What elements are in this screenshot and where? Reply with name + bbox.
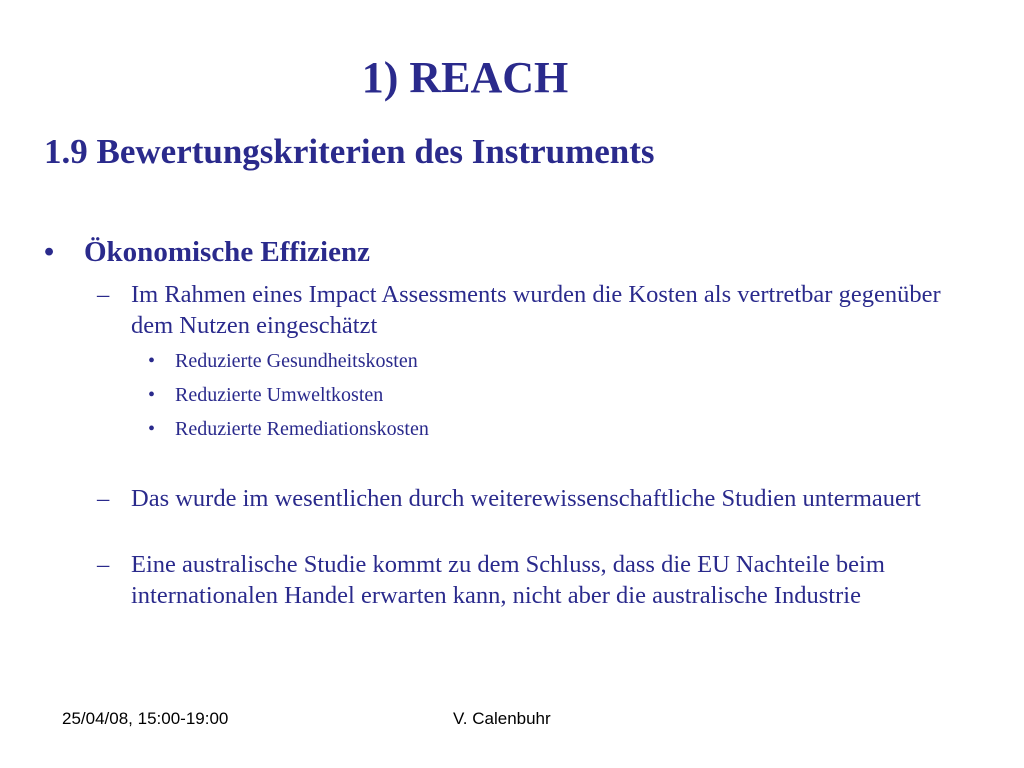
sub-sub-bullet-text: Reduzierte Umweltkosten bbox=[175, 384, 384, 406]
footer-date: 25/04/08, 15:00-19:00 bbox=[62, 709, 229, 728]
dash-marker: – bbox=[97, 551, 110, 578]
main-bullet bbox=[44, 232, 370, 272]
section-title: 1.9 Bewertungskriterien des Instruments bbox=[44, 132, 655, 171]
bullet-marker: • bbox=[148, 350, 156, 372]
sub-bullet-text: Das wurde im wesentlichen durch weiterewissenschaftliche Studien untermauert bbox=[131, 485, 921, 512]
sub-bullet-studien bbox=[97, 483, 977, 514]
sub-bullet-text: Eine australische Studie kommt zu dem Schluss, dass die EU Nachteile beim internationalen Handel erwarten kann, nicht aber die australische Industrie bbox=[131, 551, 885, 609]
sub-sub-bullet-text: Reduzierte Gesundheitskosten bbox=[175, 350, 418, 372]
sub-bullet-australische-studie bbox=[97, 549, 977, 611]
dash-marker: – bbox=[97, 485, 110, 512]
sub-bullet-text: Im Rahmen eines Impact Assessments wurden die Kosten als vertretbar gegenüber dem Nutzen eingeschätzt bbox=[131, 281, 941, 339]
footer-author: V. Calenbuhr bbox=[453, 709, 551, 728]
sub-sub-bullet-umweltkosten bbox=[148, 382, 383, 408]
sub-bullet-impact-assessment bbox=[97, 279, 977, 341]
dash-marker: – bbox=[97, 281, 110, 308]
sub-sub-bullet-gesundheitskosten bbox=[148, 348, 418, 374]
sub-sub-bullet-remediationskosten bbox=[148, 416, 429, 442]
sub-sub-bullet-text: Reduzierte Remediationskosten bbox=[175, 418, 429, 440]
main-bullet-label: Ökonomische Effizienz bbox=[84, 236, 370, 268]
slide-title: 1) REACH bbox=[361, 53, 569, 102]
bullet-marker: • bbox=[44, 236, 55, 268]
bullet-marker: • bbox=[148, 418, 156, 440]
bullet-marker: • bbox=[148, 384, 156, 406]
